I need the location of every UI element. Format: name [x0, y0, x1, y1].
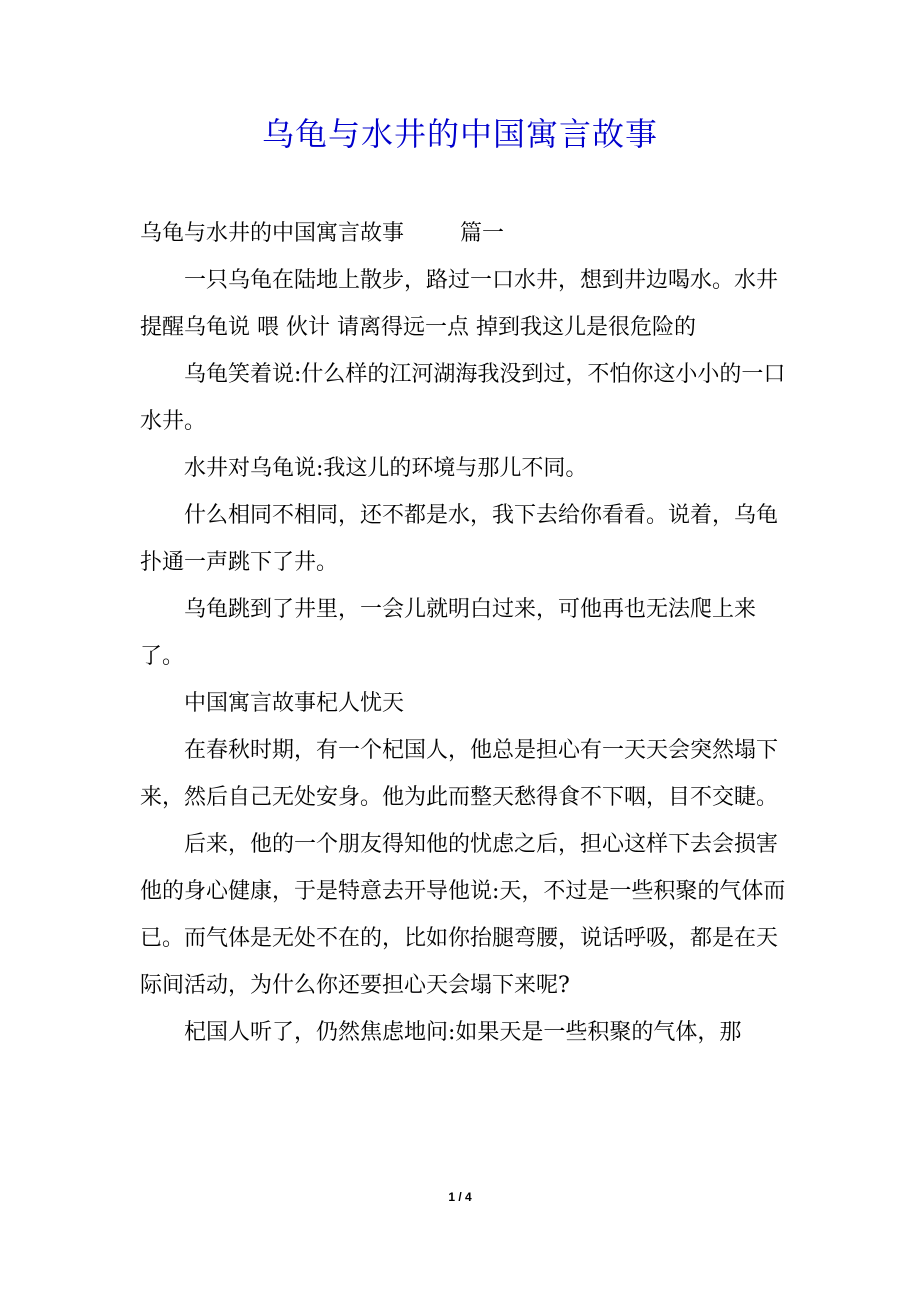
- paragraph-3: 水井对乌龟说:我这儿的环境与那儿不同。: [184, 456, 588, 481]
- paragraph-8: 杞国人听了，仍然焦虑地问:如果天是一些积聚的气体，那: [184, 1020, 742, 1045]
- paragraph-5: 乌龟跳到了井里，一会儿就明白过来，可他再也无法爬上来了。: [140, 597, 757, 669]
- document-title: 乌龟与水井的中国寓言故事: [261, 115, 658, 153]
- section-heading: 乌龟与水井的中国寓言故事 篇一: [140, 221, 504, 246]
- paragraph-1: 一只乌龟在陆地上散步，路过一口水井，想到井边喝水。水井提醒乌龟说 喂 伙计 请离得远一点 掉到我这儿是很危险的: [140, 268, 779, 340]
- subsection-title: 中国寓言故事杞人忧天: [184, 691, 405, 716]
- document-body: [140, 210, 790, 1056]
- paragraph-6: 在春秋时期，有一个杞国人，他总是担心有一天天会突然塌下来，然后自己无处安身。他为此而整天愁得食不下咽，目不交睫。: [140, 738, 779, 810]
- paragraph-4: 什么相同不相同，还不都是水，我下去给你看看。说着，乌龟扑通一声跳下了井。: [140, 503, 779, 575]
- paragraph-7: 后来，他的一个朋友得知他的忧虑之后，担心这样下去会损害他的身心健康，于是特意去开导他说:天，不过是一些积聚的气体而已。而气体是无处不在的，比如你抬腿弯腰，说话呼吸，都是在天际间活动，为什么你还要担心天会塌下来呢?: [140, 832, 786, 998]
- page-number: 1 / 4: [448, 1190, 472, 1204]
- paragraph-2: 乌龟笑着说:什么样的江河湖海我没到过，不怕你这小小的一口水井。: [140, 362, 786, 434]
